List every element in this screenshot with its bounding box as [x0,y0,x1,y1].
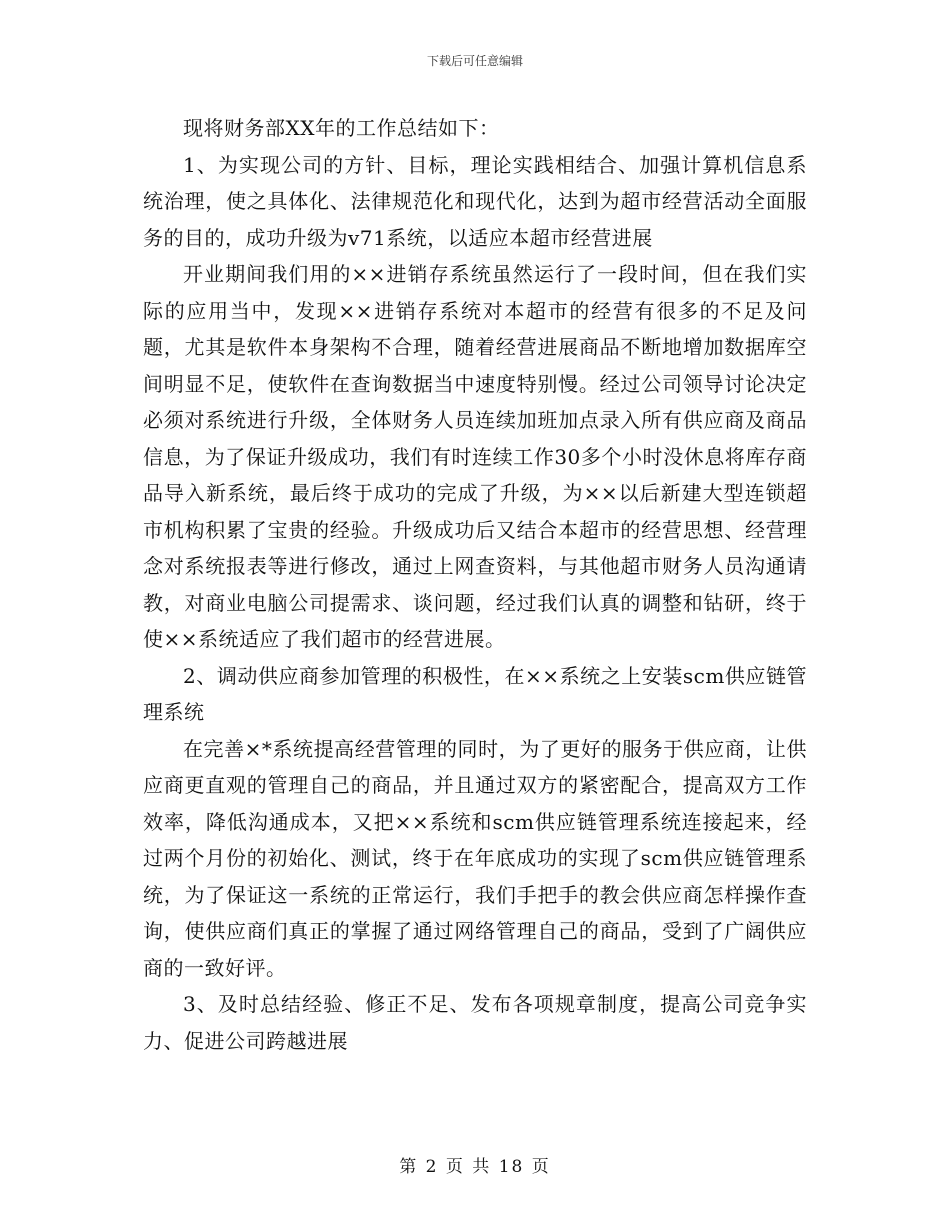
paragraph-item-2-detail: 在完善×*系统提高经营管理的同时，为了更好的服务于供应商，让供应商更直观的管理自己的商品，并且通过双方的紧密配合，提高双方工作效率，降低沟通成本，又把××系统和scm供应链管理系统连接起来，经过两个月份的初始化、测试，终于在年底成功的实现了scm供应链管理系统，为了保证这一系统的正常运行，我们手把手的教会供应商怎样操作查询，使供应商们真正的掌握了通过网络管理自己的商品，受到了广阔供应商的一致好评。 [143,736,807,980]
page-number: 第 2 页 共 18 页 [399,1157,551,1177]
paragraph-item-3: 3、及时总结经验、修正不足、发布各项规章制度，提高公司竞争实力、促进公司跨越进展 [143,992,807,1053]
page-header-note: 下载后可任意编辑 [426,54,523,68]
document-body [143,110,807,1059]
paragraph-item-2: 2、调动供应商参加管理的积极性，在××系统之上安装scm供应链管理系统 [143,663,807,724]
paragraph-item-1: 1、为实现公司的方针、目标，理论实践相结合、加强计算机信息系统治理，使之具体化、法律规范化和现代化，达到为超市经营活动全面服务的目的，成功升级为v71系统，以适应本超市经营进展 [143,152,807,250]
paragraph-intro: 现将财务部XX年的工作总结如下： [183,116,500,140]
paragraph-item-1-detail: 开业期间我们用的××进销存系统虽然运行了一段时间，但在我们实际的应用当中，发现××进销存系统对本超市的经营有很多的不足及问题，尤其是软件本身架构不合理，随着经营进展商品不断地增加数据库空间明显不足，使软件在查询数据当中速度特别慢。经过公司领导讨论决定必须对系统进行升级，全体财务人员连续加班加点录入所有供应商及商品信息，为了保证升级成功，我们有时连续工作30多个小时没休息将库存商品导入新系统，最后终于成功的完成了升级，为××以后新建大型连锁超市机构积累了宝贵的经验。升级成功后又结合本超市的经营思想、经营理念对系统报表等进行修改，通过上网查资料，与其他超市财务人员沟通请教，对商业电脑公司提需求、谈问题，经过我们认真的调整和钻研，终于使××系统适应了我们超市的经营进展。 [143,262,807,651]
